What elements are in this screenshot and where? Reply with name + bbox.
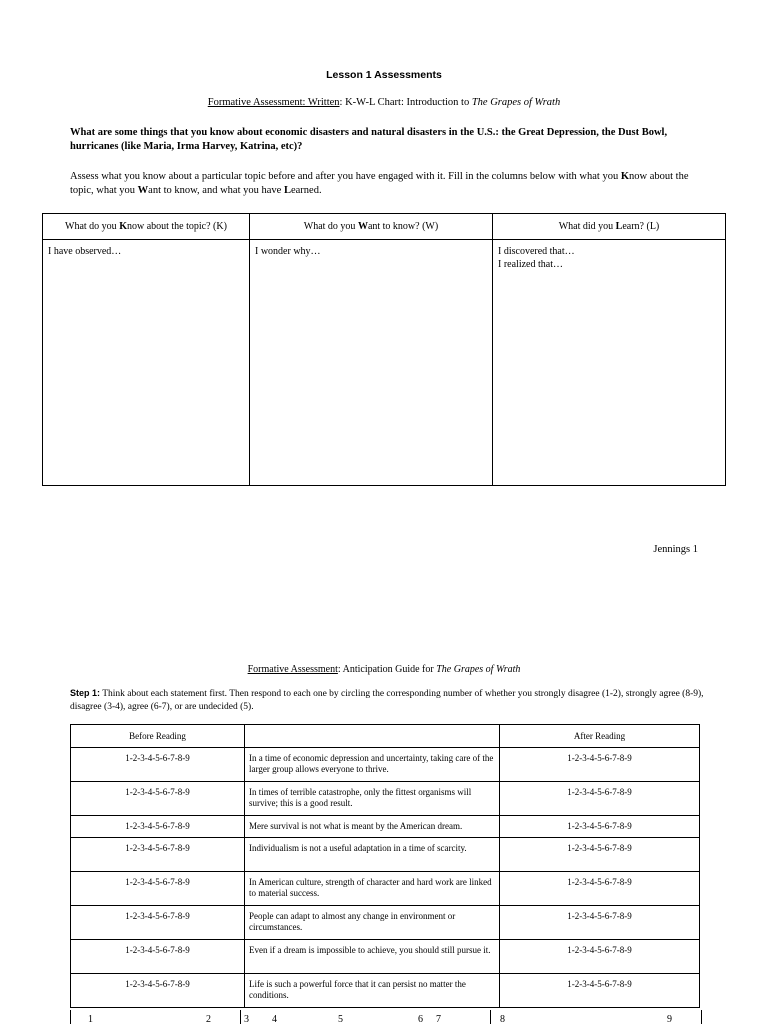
ag-before-rating[interactable]: 1-2-3-4-5-6-7-8-9 xyxy=(71,974,245,1008)
kwl-subtitle xyxy=(0,97,768,108)
kwl-header-row xyxy=(43,214,726,240)
ag-statement: In American culture, strength of character and hard work are linked to material success. xyxy=(245,872,500,906)
kwl-header-know: What do you Know about the topic? (K) xyxy=(43,214,250,240)
kwl-prompt-know: I have observed… xyxy=(48,246,122,257)
kwl-header-learned: What did you Learn? (L) xyxy=(493,214,726,240)
rating-scale xyxy=(0,1014,768,1026)
kwl-cell-learned[interactable] xyxy=(493,240,726,486)
instr-part: ant to know, and what you have xyxy=(148,185,284,196)
ag-after-rating[interactable]: 1-2-3-4-5-6-7-8-9 xyxy=(500,974,700,1008)
ag-before-rating[interactable]: 1-2-3-4-5-6-7-8-9 xyxy=(71,782,245,816)
ag-statement: In a time of economic depression and uncertainty, taking care of the larger group allows everyone to thrive. xyxy=(245,748,500,782)
kwl-prompt-learned-b: I realized that… xyxy=(498,259,563,270)
ag-before-rating[interactable]: 1-2-3-4-5-6-7-8-9 xyxy=(71,940,245,974)
ag-header-statement xyxy=(245,725,500,748)
ag-after-rating[interactable]: 1-2-3-4-5-6-7-8-9 xyxy=(500,816,700,838)
ag-after-rating[interactable]: 1-2-3-4-5-6-7-8-9 xyxy=(500,748,700,782)
kwl-instructions xyxy=(70,170,710,198)
ag-header-row xyxy=(71,725,700,748)
ag-statement: People can adapt to almost any change in environment or circumstances. xyxy=(245,906,500,940)
instr-part: Assess what you know about a particular topic before and after you have engaged with it. Fill in the columns below with what you xyxy=(70,171,621,182)
ag-row xyxy=(71,906,700,940)
scale-number: 7 xyxy=(436,1014,441,1025)
heading-book: The Grapes of Wrath xyxy=(436,664,521,675)
kwl-chart xyxy=(42,213,726,486)
scale-number: 9 xyxy=(667,1014,672,1025)
step-label: Step 1: xyxy=(70,688,101,698)
instr-part: now about the topic, what you xyxy=(70,171,689,196)
scale-number: 4 xyxy=(272,1014,277,1025)
ag-before-rating[interactable]: 1-2-3-4-5-6-7-8-9 xyxy=(71,838,245,872)
ag-row xyxy=(71,838,700,872)
ag-statement: Even if a dream is impossible to achieve, you should still pursue it. xyxy=(245,940,500,974)
subtitle-link: Formative Assessment: Written xyxy=(207,97,340,108)
kwl-cell-know[interactable] xyxy=(43,240,250,486)
ag-row xyxy=(71,748,700,782)
kwl-header-want: What do you Want to know? (W) xyxy=(250,214,493,240)
instr-w: W xyxy=(137,185,149,196)
anticipation-heading xyxy=(0,664,768,675)
page-number: Jennings 1 xyxy=(653,544,698,555)
ag-statement: Mere survival is not what is meant by the American dream. xyxy=(245,816,500,838)
kwl-prompt-want: I wonder why… xyxy=(255,246,321,257)
anticipation-guide-table xyxy=(70,724,700,1008)
instr-k: K xyxy=(620,171,630,182)
ag-after-rating[interactable]: 1-2-3-4-5-6-7-8-9 xyxy=(500,906,700,940)
guiding-question: What are some things that you know about economic disasters and natural disasters in the U.S.: the Great Depression, the Dust Bowl, hurricanes (like Maria, Irma Harvey, Katrina, etc)? xyxy=(70,127,668,152)
ag-header-after: After Reading xyxy=(500,725,700,748)
instr-l: L xyxy=(283,185,291,196)
kwl-cell-want[interactable] xyxy=(250,240,493,486)
step-text: Think about each statement first. Then respond to each one by circling the corresponding number of whether you strongly disagree (1-2), strongly agree (8-9), disagree (3-4), agree (6-7), or are undecided (5). xyxy=(70,689,704,712)
subtitle-sep: : K-W-L Chart: Introduction to xyxy=(339,97,472,108)
scale-number: 1 xyxy=(88,1014,93,1025)
ag-after-rating[interactable]: 1-2-3-4-5-6-7-8-9 xyxy=(500,838,700,872)
ag-row xyxy=(71,782,700,816)
ag-row xyxy=(71,872,700,906)
step-instructions xyxy=(70,687,710,714)
ag-before-rating[interactable]: 1-2-3-4-5-6-7-8-9 xyxy=(71,748,245,782)
scale-number: 2 xyxy=(206,1014,211,1025)
ag-after-rating[interactable]: 1-2-3-4-5-6-7-8-9 xyxy=(500,872,700,906)
ag-before-rating[interactable]: 1-2-3-4-5-6-7-8-9 xyxy=(71,816,245,838)
page-title: Lesson 1 Assessments xyxy=(326,69,442,81)
ag-row xyxy=(71,940,700,974)
ag-header-before: Before Reading xyxy=(71,725,245,748)
ag-before-rating[interactable]: 1-2-3-4-5-6-7-8-9 xyxy=(71,872,245,906)
ag-after-rating[interactable]: 1-2-3-4-5-6-7-8-9 xyxy=(500,940,700,974)
scale-number: 6 xyxy=(418,1014,423,1025)
instr-part: earned. xyxy=(290,185,322,196)
ag-after-rating[interactable]: 1-2-3-4-5-6-7-8-9 xyxy=(500,782,700,816)
heading-link: Formative Assessment xyxy=(247,664,338,675)
ag-statement: Individualism is not a useful adaptation in a time of scarcity. xyxy=(245,838,500,872)
ag-statement: Life is such a powerful force that it can persist no matter the conditions. xyxy=(245,974,500,1008)
ag-before-rating[interactable]: 1-2-3-4-5-6-7-8-9 xyxy=(71,906,245,940)
kwl-body-row xyxy=(43,240,726,486)
ag-statement: In times of terrible catastrophe, only the fittest organisms will survive; this is a good result. xyxy=(245,782,500,816)
scale-number: 5 xyxy=(338,1014,343,1025)
scale-number: 8 xyxy=(500,1014,505,1025)
subtitle-book: The Grapes of Wrath xyxy=(471,97,561,108)
kwl-prompt-learned-a: I discovered that… xyxy=(498,246,575,257)
heading-mid: : Anticipation Guide for xyxy=(337,664,437,675)
ag-row xyxy=(71,974,700,1008)
scale-number: 3 xyxy=(244,1014,249,1025)
ag-row xyxy=(71,816,700,838)
